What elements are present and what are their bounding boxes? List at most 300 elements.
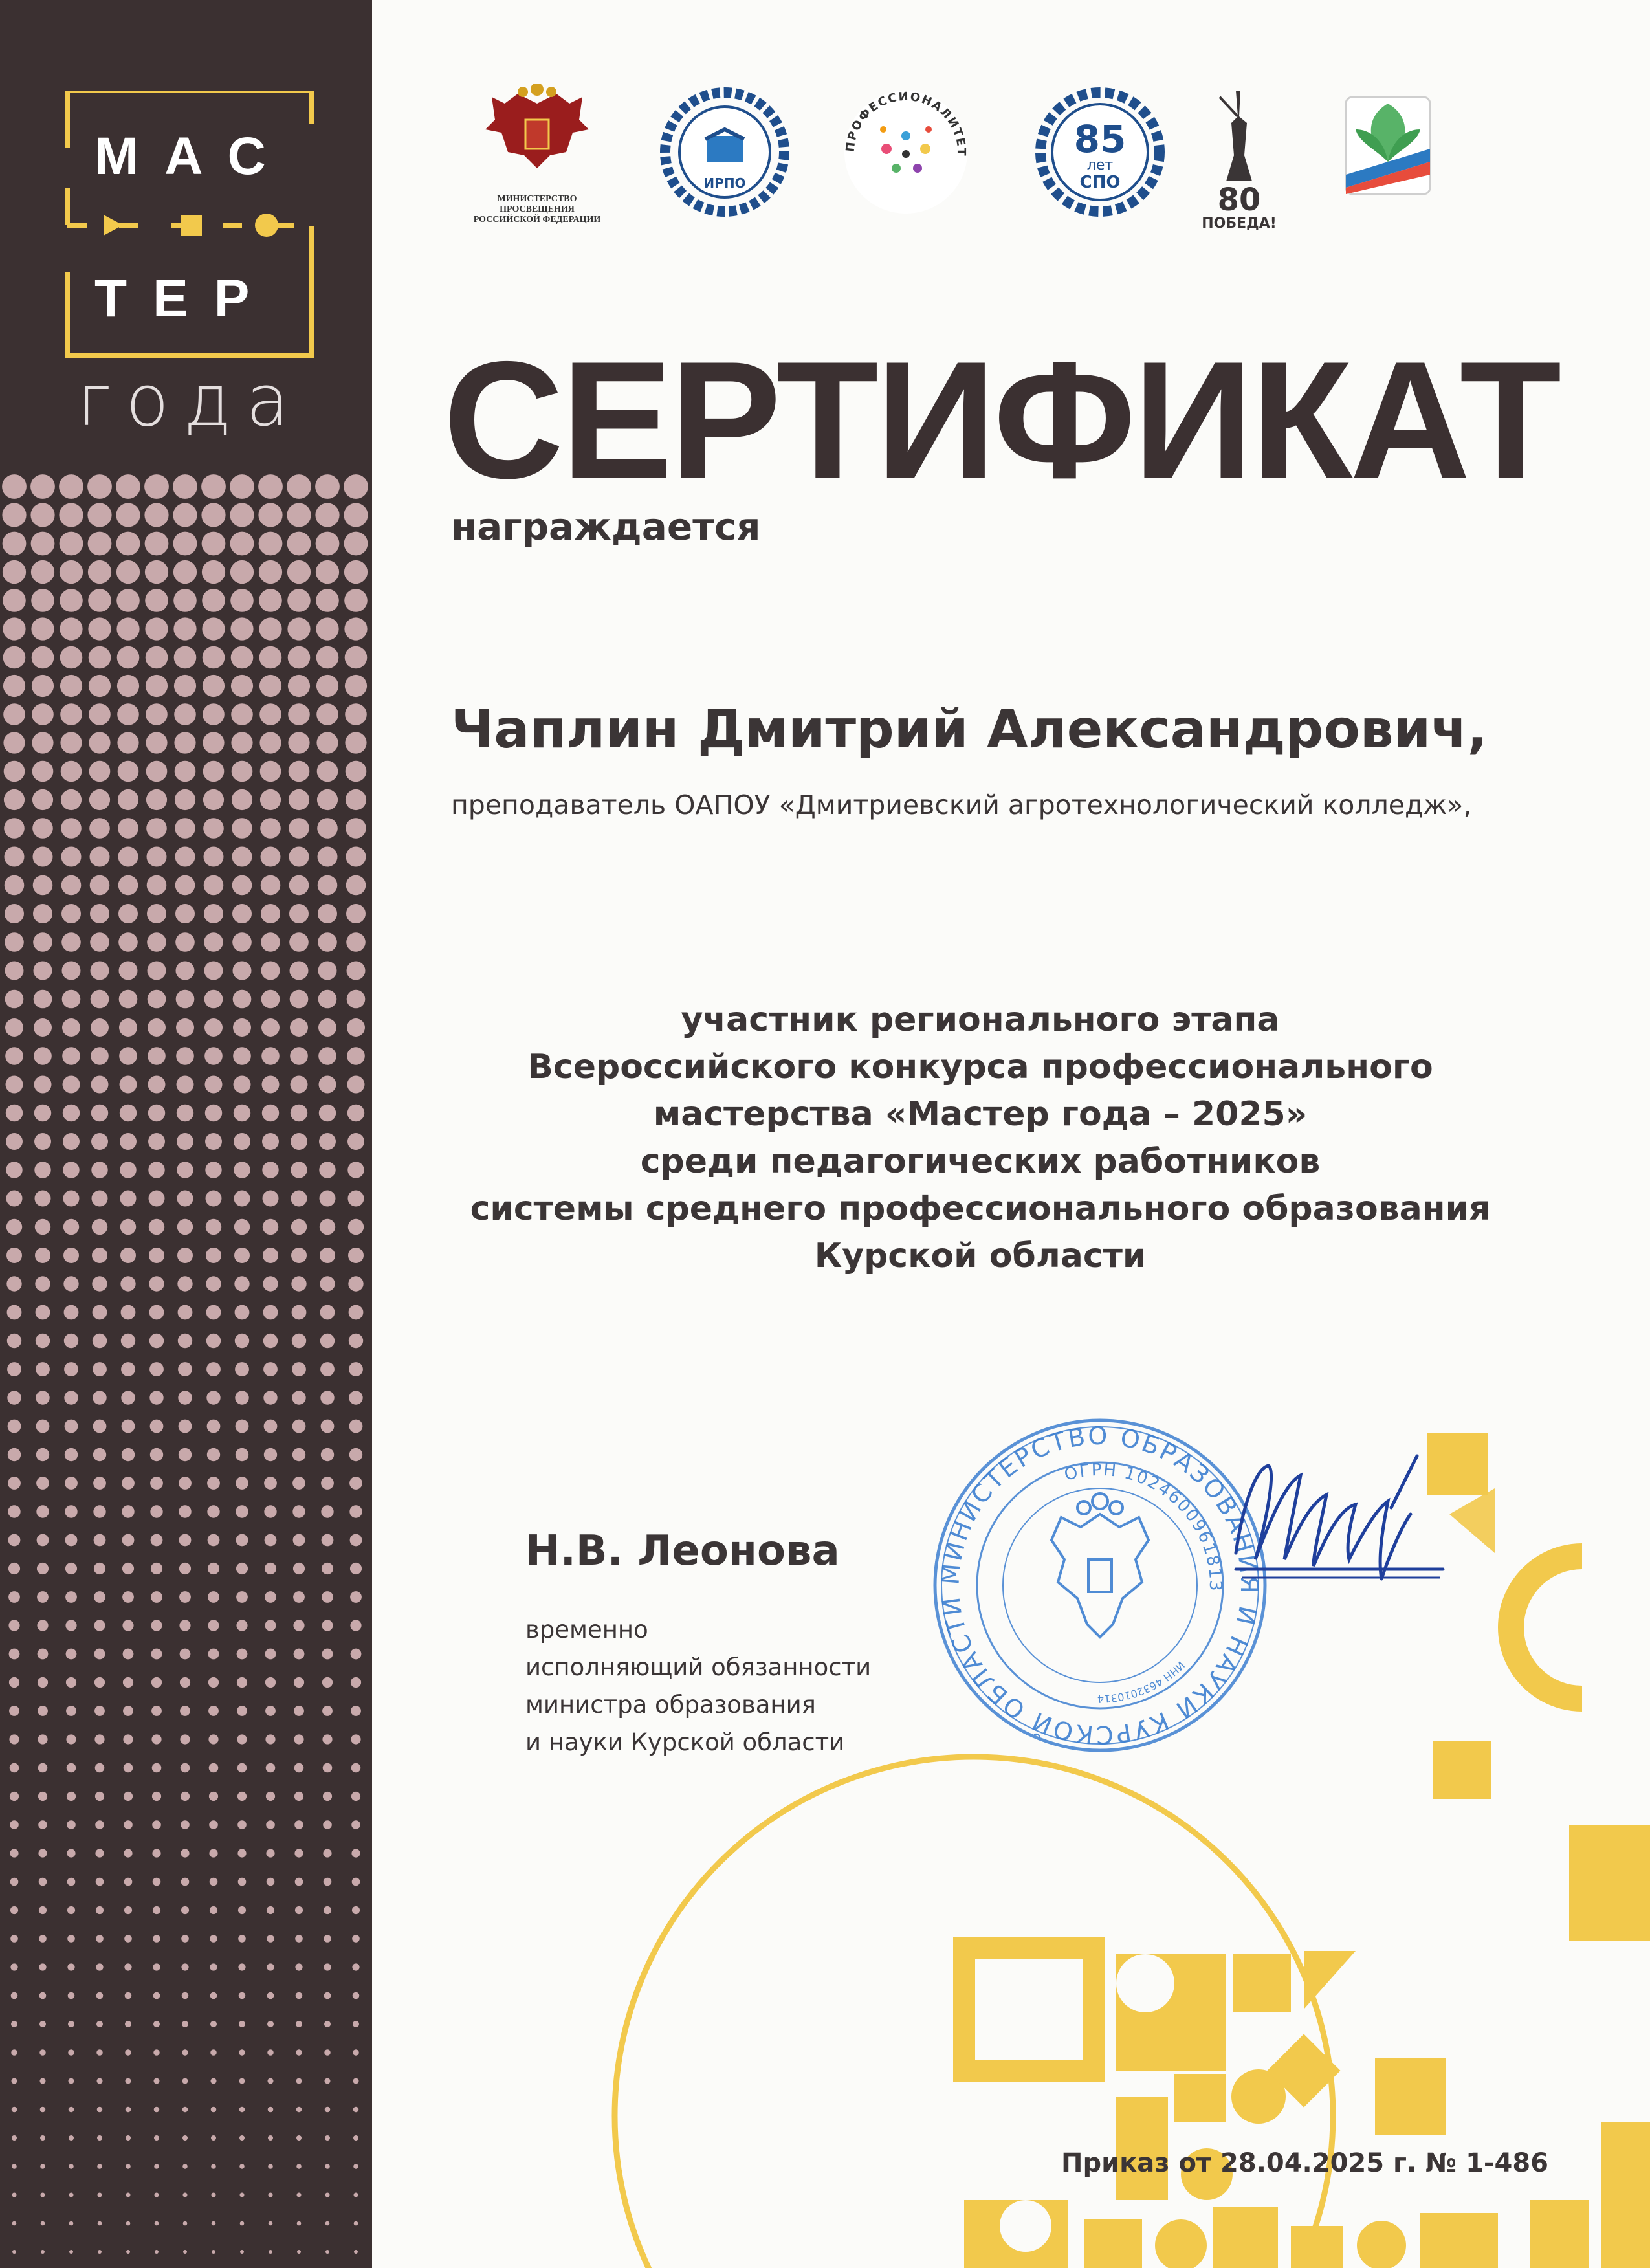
pattern-dot <box>89 761 111 782</box>
pattern-dot <box>147 875 167 896</box>
pattern-dot <box>269 2250 272 2254</box>
pattern-dot <box>349 1477 362 1490</box>
pattern-dot <box>232 789 252 810</box>
pattern-dot <box>322 1734 332 1744</box>
pattern-dot <box>66 1649 77 1660</box>
pattern-dot <box>181 1935 189 1943</box>
svg-text:85: 85 <box>1073 117 1127 161</box>
pattern-dot <box>178 1305 193 1320</box>
pattern-dot <box>96 1878 104 1886</box>
pattern-dot <box>174 703 196 725</box>
pattern-dot <box>268 2078 274 2084</box>
pattern-dot <box>152 1763 162 1773</box>
pattern-dot <box>318 962 337 980</box>
pattern-dot <box>296 2107 302 2113</box>
pattern-dot <box>35 1276 50 1291</box>
pattern-dot <box>124 1935 132 1943</box>
pattern-dot <box>97 2164 102 2169</box>
pattern-dot <box>261 875 281 896</box>
pattern-dot <box>324 1935 331 1943</box>
pattern-dot <box>67 1906 75 1914</box>
pattern-dot <box>344 474 368 499</box>
pattern-dot <box>120 1191 137 1207</box>
pattern-dot <box>291 1276 306 1291</box>
pattern-dot <box>173 503 197 527</box>
pattern-dot <box>354 2221 358 2226</box>
pattern-dot <box>125 1992 132 1999</box>
pattern-dot <box>89 732 110 753</box>
order-reference: Приказ от 28.04.2025 г. № 1-486 <box>1061 2148 1549 2178</box>
pattern-dot <box>10 1820 19 1829</box>
pattern-dot <box>3 617 25 640</box>
pattern-dot <box>239 2164 245 2169</box>
pattern-dot <box>117 675 139 697</box>
pattern-dot <box>145 560 168 584</box>
pattern-dot <box>93 1305 107 1320</box>
pattern-dot <box>325 2078 331 2084</box>
pattern-dot <box>92 1248 107 1263</box>
pattern-dot <box>34 962 52 980</box>
pattern-dot <box>234 1105 250 1121</box>
pattern-dot <box>320 1305 335 1320</box>
pattern-dot <box>98 2193 102 2197</box>
pattern-dot <box>268 2135 273 2141</box>
pattern-dot <box>175 932 195 952</box>
pattern-dot <box>291 1219 307 1235</box>
pattern-dot <box>295 1878 303 1886</box>
pattern-dot <box>116 532 140 556</box>
pattern-dot <box>319 1105 336 1121</box>
pattern-dot <box>319 1162 335 1178</box>
pattern-dot <box>291 1248 307 1263</box>
pattern-dot <box>231 703 253 725</box>
pattern-dot <box>65 1420 78 1433</box>
pattern-dot <box>116 589 140 612</box>
pattern-dot <box>63 1219 79 1235</box>
pattern-dot <box>353 2135 358 2141</box>
pattern-dot <box>11 2021 17 2027</box>
pattern-dot <box>296 2164 302 2169</box>
pattern-dot <box>211 2164 216 2169</box>
pattern-dot <box>182 2164 188 2169</box>
pattern-dot <box>60 589 83 612</box>
pattern-dot <box>4 761 25 782</box>
pattern-dot <box>292 1420 306 1433</box>
pattern-dot <box>32 761 54 782</box>
pattern-dot <box>234 1248 250 1263</box>
pattern-dot <box>315 474 340 499</box>
pattern-dot <box>37 1534 49 1547</box>
victory-80-logo <box>1200 84 1278 236</box>
pattern-dot <box>149 1391 163 1404</box>
pattern-dot <box>316 617 338 640</box>
pattern-dot <box>177 1219 193 1235</box>
svg-text:ПОБЕДА!: ПОБЕДА! <box>1202 215 1277 232</box>
pattern-dot <box>178 1391 192 1404</box>
pattern-dot <box>177 1133 193 1150</box>
pattern-dot <box>265 1677 276 1688</box>
pattern-dot <box>210 1935 217 1943</box>
pattern-dot <box>124 1963 131 1970</box>
pattern-dot <box>93 1477 106 1490</box>
professionalitet-icon <box>841 84 971 220</box>
pattern-dot <box>149 1248 164 1263</box>
pattern-dot <box>292 1505 305 1517</box>
pattern-dot <box>124 1878 133 1886</box>
pattern-dot <box>59 474 83 499</box>
pattern-dot <box>210 2021 217 2027</box>
pattern-dot <box>206 1248 221 1263</box>
pattern-dot <box>148 1162 164 1178</box>
pattern-dot <box>204 847 224 867</box>
pattern-dot <box>69 2107 74 2113</box>
pattern-dot <box>181 1792 190 1801</box>
pattern-dot <box>67 1849 75 1857</box>
pattern-dot <box>202 617 225 640</box>
pattern-dot <box>63 1191 80 1207</box>
pattern-dot <box>231 646 254 669</box>
pattern-dot <box>118 904 138 923</box>
pattern-dot <box>237 1849 246 1857</box>
pattern-dot <box>41 2221 45 2226</box>
pattern-dot <box>8 1534 21 1547</box>
pattern-dot <box>151 1649 162 1660</box>
pattern-dot <box>173 474 197 499</box>
pattern-dot <box>60 675 82 697</box>
pattern-dot <box>324 1906 331 1914</box>
pattern-dot <box>204 875 224 896</box>
pattern-dot <box>40 2164 45 2169</box>
pattern-dot <box>262 1162 278 1178</box>
pattern-dot <box>145 617 168 640</box>
pattern-dot <box>122 1420 135 1433</box>
pattern-dot <box>206 1276 221 1291</box>
pattern-dot <box>349 1305 364 1320</box>
pattern-dot <box>153 1963 160 1970</box>
pattern-dot <box>209 1763 219 1773</box>
pattern-dot <box>173 532 197 556</box>
pattern-dot <box>4 818 25 839</box>
pattern-dot <box>94 1706 105 1716</box>
pattern-dot <box>294 1820 303 1829</box>
pattern-dot <box>65 1620 76 1631</box>
pattern-dot <box>37 1591 49 1603</box>
pattern-dot <box>210 1906 217 1914</box>
pattern-dot <box>96 1935 104 1943</box>
pattern-dot <box>322 1677 333 1688</box>
irpo-gear-icon <box>660 84 789 220</box>
pattern-dot <box>94 1563 105 1574</box>
pattern-dot <box>234 1276 249 1291</box>
pattern-dot <box>34 1018 52 1037</box>
pattern-dot <box>87 503 111 527</box>
pattern-dot <box>267 2021 274 2027</box>
pattern-dot <box>320 1334 335 1348</box>
pattern-dot <box>324 1992 331 1999</box>
pattern-dot <box>263 1276 278 1291</box>
pattern-dot <box>205 1105 222 1121</box>
85-spo-gear-icon <box>1035 84 1165 220</box>
pattern-dot <box>39 2021 46 2027</box>
pattern-dot <box>152 1820 161 1829</box>
pattern-dot <box>261 1047 280 1065</box>
pattern-dot <box>10 1849 18 1857</box>
pattern-dot <box>177 1076 194 1094</box>
pattern-dot <box>182 2107 188 2113</box>
pattern-dot <box>64 1391 78 1404</box>
pattern-dot <box>287 560 311 584</box>
pattern-dot <box>349 1391 362 1404</box>
pattern-dot <box>210 1992 217 1999</box>
pattern-dot <box>154 2164 159 2169</box>
pattern-dot <box>173 617 196 640</box>
pattern-dot <box>91 1018 109 1037</box>
pattern-dot <box>94 1677 105 1688</box>
pattern-dot <box>230 474 254 499</box>
pattern-dot <box>179 1534 192 1547</box>
pattern-dot <box>319 1133 336 1150</box>
pattern-dot <box>287 617 310 640</box>
pattern-dot <box>240 2250 244 2254</box>
pattern-dot <box>350 1591 362 1603</box>
pattern-dot <box>176 1047 194 1065</box>
pattern-dot <box>350 1620 361 1631</box>
pattern-dot <box>261 847 281 867</box>
pattern-dot <box>290 990 309 1009</box>
pattern-dot <box>67 1935 75 1943</box>
pattern-dot <box>267 1963 274 1970</box>
pattern-dot <box>345 646 368 669</box>
pattern-dot <box>210 1963 217 1970</box>
pattern-dot <box>346 875 366 896</box>
pattern-dot <box>236 1620 247 1631</box>
pattern-dot <box>201 474 226 499</box>
pattern-dot <box>120 1133 137 1150</box>
trade-union-icon <box>1339 84 1436 201</box>
pattern-dot <box>122 1477 135 1490</box>
pattern-dot <box>153 2021 160 2027</box>
pattern-dot <box>90 847 110 867</box>
pattern-dot <box>353 2049 359 2056</box>
pattern-dot <box>236 1505 248 1517</box>
pattern-dot <box>318 904 337 923</box>
pattern-dot <box>126 2164 131 2169</box>
pattern-dot <box>294 1649 305 1660</box>
pattern-dot <box>122 1591 134 1603</box>
pattern-dot <box>202 589 225 612</box>
svg-text:ОГРН 1024600961813: ОГРН 1024600961813 <box>1062 1460 1226 1592</box>
pattern-dot <box>5 962 24 980</box>
pattern-dot <box>125 2021 131 2027</box>
pattern-dot <box>205 1162 221 1178</box>
pattern-dot <box>316 646 339 669</box>
pattern-dot <box>69 2164 74 2169</box>
pattern-dot <box>230 532 254 556</box>
pattern-dot <box>233 962 252 980</box>
pattern-dot <box>295 1906 303 1914</box>
signer-name: Н.В. Леонова <box>525 1527 840 1575</box>
pattern-dot <box>66 1734 76 1744</box>
pattern-dot <box>41 2193 45 2197</box>
pattern-dot <box>239 2021 245 2027</box>
pattern-dot <box>2 503 26 527</box>
pattern-dot <box>263 1219 278 1235</box>
pattern-dot <box>30 503 54 527</box>
pattern-dot <box>320 1191 336 1207</box>
pattern-dot <box>206 1305 221 1320</box>
pattern-dot <box>211 2135 216 2141</box>
pattern-dot <box>61 904 81 923</box>
pattern-dot <box>179 1620 190 1631</box>
pattern-dot <box>288 646 311 669</box>
pattern-dot <box>68 2021 74 2027</box>
pattern-dot <box>295 1935 303 1943</box>
pattern-dot <box>91 1047 109 1065</box>
pattern-dot <box>288 703 310 725</box>
pattern-dot <box>297 2221 302 2226</box>
motherland-statue-icon <box>1200 84 1278 233</box>
pattern-dot <box>353 2021 359 2027</box>
pattern-dot <box>231 675 253 697</box>
pattern-dot <box>126 2221 131 2226</box>
pattern-dot <box>35 1191 51 1207</box>
pattern-dot <box>238 1906 246 1914</box>
pattern-dot <box>34 990 52 1009</box>
pattern-dot <box>236 1591 248 1603</box>
pattern-dot <box>352 1963 359 1970</box>
pattern-dot <box>344 589 368 612</box>
pattern-dot <box>174 732 195 753</box>
pattern-dot <box>147 847 167 867</box>
pattern-dot <box>146 646 168 669</box>
pattern-dot <box>40 2078 46 2084</box>
pattern-dot <box>294 1706 304 1716</box>
pattern-dot <box>239 2107 245 2113</box>
pattern-dot <box>148 1047 166 1065</box>
pattern-dot <box>36 1362 50 1376</box>
pattern-dot <box>290 962 309 980</box>
pattern-dot <box>32 818 53 839</box>
pattern-dot <box>151 1677 162 1688</box>
pattern-dot <box>64 1362 78 1376</box>
pattern-dot <box>155 2193 159 2197</box>
pattern-dot <box>207 1448 220 1461</box>
pattern-dot <box>344 532 368 556</box>
pattern-dot <box>32 789 53 810</box>
pattern-dot <box>204 990 223 1009</box>
svg-text:80: 80 <box>1217 182 1261 218</box>
pattern-dot <box>8 1563 20 1574</box>
pattern-dot <box>317 789 338 810</box>
pattern-dot <box>60 617 82 640</box>
pattern-dot <box>175 789 195 810</box>
pattern-dot <box>62 1018 80 1037</box>
pattern-dot <box>179 1505 191 1517</box>
pattern-dot <box>118 932 138 952</box>
logo-text-line2: ТЕР <box>94 269 276 328</box>
pattern-dot <box>7 1334 21 1348</box>
pattern-dot <box>258 474 283 499</box>
pattern-dot <box>288 732 309 753</box>
pattern-dot <box>120 1076 137 1094</box>
pattern-dot <box>6 1162 22 1178</box>
pattern-dot <box>176 962 195 980</box>
pattern-dot <box>98 2250 102 2254</box>
pattern-dot <box>38 1706 48 1716</box>
pattern-dot <box>207 1420 221 1433</box>
pattern-dot <box>174 646 197 669</box>
pattern-dot <box>351 1734 360 1744</box>
pattern-dot <box>208 1620 219 1631</box>
pattern-dot <box>346 789 366 810</box>
pattern-dot <box>318 847 338 867</box>
pattern-dot <box>123 1677 133 1688</box>
handwritten-signature <box>1216 1430 1488 1624</box>
pattern-dot <box>178 1334 192 1348</box>
pattern-dot <box>66 1706 76 1716</box>
pattern-dot <box>90 932 109 952</box>
pattern-dot <box>203 732 224 753</box>
pattern-dot <box>350 1563 362 1574</box>
pattern-dot <box>10 1963 17 1970</box>
pattern-dot <box>96 2021 103 2027</box>
pattern-dot <box>261 1018 280 1037</box>
pattern-dot <box>232 847 252 867</box>
description-line: Курской области <box>814 1237 1147 1275</box>
svg-text:МИНИСТЕРСТВО ОБРАЗОВАНИЯ И НАУ: МИНИСТЕРСТВО ОБРАЗОВАНИЯ И НАУКИ КУРСКОЙ ОБЛАСТИ <box>936 1421 1264 1750</box>
pattern-dot <box>325 2250 329 2254</box>
pattern-dot <box>123 1734 133 1744</box>
pattern-dot <box>31 560 54 584</box>
pattern-dot <box>3 532 27 556</box>
recipient-position: преподаватель ОАПОУ «Дмитриевский агротехнологический колледж», <box>451 789 1472 820</box>
pattern-dot <box>151 1563 162 1574</box>
pattern-dot <box>34 1105 51 1121</box>
pattern-dot <box>212 2193 216 2197</box>
pattern-dot <box>36 1305 50 1320</box>
pattern-dot <box>65 1563 77 1574</box>
pattern-dot <box>69 2078 74 2084</box>
pattern-dot <box>61 932 81 952</box>
pattern-dot <box>176 990 195 1009</box>
pattern-dot <box>183 2193 188 2197</box>
pattern-dot <box>9 1734 19 1744</box>
pattern-dot <box>240 2221 245 2226</box>
pattern-dot <box>92 1191 108 1207</box>
pattern-dot <box>126 2250 130 2254</box>
pattern-dot <box>176 1018 194 1037</box>
pattern-dot <box>237 1763 247 1773</box>
pattern-dot <box>264 1505 276 1517</box>
pattern-dot <box>180 1706 190 1716</box>
pattern-dot <box>323 1763 333 1773</box>
pattern-dot <box>35 1219 50 1235</box>
pattern-dot <box>150 1448 163 1461</box>
svg-text:лет: лет <box>1086 157 1114 173</box>
pattern-dot <box>264 1448 277 1461</box>
pattern-dot <box>267 1906 274 1914</box>
pattern-dot <box>263 1334 278 1348</box>
pattern-dot <box>97 2135 102 2141</box>
pattern-dot <box>144 474 169 499</box>
pattern-dot <box>151 1534 163 1547</box>
pattern-dot <box>321 1448 334 1461</box>
signer-title-line: исполняющий обязанности <box>525 1653 872 1681</box>
pattern-dot <box>318 990 337 1009</box>
pattern-dot <box>347 1162 364 1178</box>
pattern-dot <box>267 2049 274 2056</box>
pattern-dot <box>354 2193 358 2197</box>
